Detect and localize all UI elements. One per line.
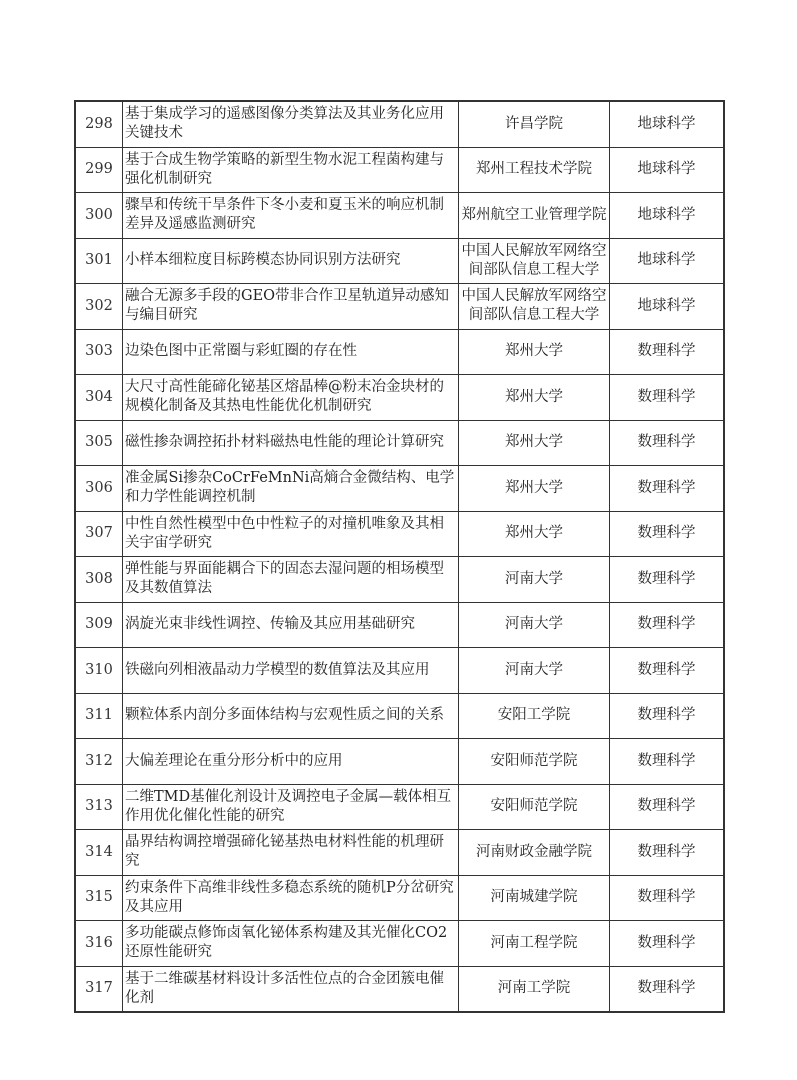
project-title: 骤旱和传统干旱条件下冬小麦和夏玉米的响应机制差异及遥感监测研究 (123, 193, 459, 239)
table-row (75, 101, 724, 147)
row-number: 307 (75, 511, 123, 557)
discipline: 数理科学 (610, 511, 725, 557)
table-row (75, 420, 724, 466)
row-number: 302 (75, 284, 123, 330)
table-row (75, 557, 724, 603)
discipline: 数理科学 (610, 329, 725, 375)
institution-cell (459, 693, 610, 739)
project-title: 涡旋光束非线性调控、传输及其应用基础研究 (123, 602, 459, 648)
table-row (75, 602, 724, 648)
discipline: 数理科学 (610, 602, 725, 648)
institution-cell (459, 602, 610, 648)
institution-cell (459, 557, 610, 603)
project-title: 大偏差理论在重分形分析中的应用 (123, 739, 459, 785)
project-title: 磁性掺杂调控拓扑材料磁热电性能的理论计算研究 (123, 420, 459, 466)
institution: 河南财政金融学院 (476, 843, 592, 860)
row-number: 301 (75, 238, 123, 284)
institution-cell (459, 648, 610, 694)
project-title: 融合无源多手段的GEO带非合作卫星轨道异动感知与编目研究 (123, 284, 459, 330)
table-row (75, 375, 724, 421)
table-row (75, 511, 724, 557)
row-number: 309 (75, 602, 123, 648)
discipline: 数理科学 (610, 739, 725, 785)
table-row (75, 966, 724, 1012)
row-number: 312 (75, 739, 123, 785)
institution-cell (459, 284, 610, 330)
discipline: 数理科学 (610, 693, 725, 739)
discipline: 数理科学 (610, 830, 725, 876)
table-row (75, 830, 724, 876)
institution-cell (459, 784, 610, 830)
table-row (75, 238, 724, 284)
discipline: 数理科学 (610, 375, 725, 421)
institution: 郑州大学 (505, 525, 563, 542)
project-title: 约束条件下高维非线性多稳态系统的随机P分岔研究及其应用 (123, 875, 459, 921)
project-title: 颗粒体系内剖分多面体结构与宏观性质之间的关系 (123, 693, 459, 739)
institution: 安阳师范学院 (490, 798, 578, 815)
project-title: 大尺寸高性能碲化铋基区熔晶棒@粉末冶金块材的规模化制备及其热电性能优化机制研究 (123, 375, 459, 421)
project-title: 晶界结构调控增强碲化铋基热电材料性能的机理研究 (123, 830, 459, 876)
table-body (75, 101, 724, 1012)
institution: 中国人民解放军网络空间部队信息工程大学 (461, 288, 607, 324)
discipline: 数理科学 (610, 557, 725, 603)
institution-cell (459, 101, 610, 147)
institution: 中国人民解放军网络空间部队信息工程大学 (461, 242, 607, 278)
row-number: 305 (75, 420, 123, 466)
institution-cell (459, 329, 610, 375)
row-number: 310 (75, 648, 123, 694)
institution-cell (459, 193, 610, 239)
project-title: 弹性能与界面能耦合下的固态去湿问题的相场模型及其数值算法 (123, 557, 459, 603)
institution: 安阳工学院 (497, 707, 571, 724)
table-row (75, 875, 724, 921)
institution: 河南大学 (505, 570, 563, 587)
project-title: 小样本细粒度目标跨模态协同识别方法研究 (123, 238, 459, 284)
discipline: 数理科学 (610, 966, 725, 1012)
project-title: 准金属Si掺杂CoCrFeMnNi高熵合金微结构、电学和力学性能调控机制 (123, 466, 459, 512)
institution: 郑州航空工业管理学院 (461, 206, 607, 223)
row-number: 313 (75, 784, 123, 830)
institution: 郑州大学 (505, 479, 563, 496)
discipline: 数理科学 (610, 420, 725, 466)
discipline: 数理科学 (610, 648, 725, 694)
institution-cell (459, 830, 610, 876)
institution-cell (459, 466, 610, 512)
institution-cell (459, 966, 610, 1012)
row-number: 315 (75, 875, 123, 921)
project-title: 基于二维碳基材料设计多活性位点的合金团簇电催化剂 (123, 966, 459, 1012)
institution-cell (459, 238, 610, 284)
row-number: 314 (75, 830, 123, 876)
table-row (75, 921, 724, 967)
row-number: 316 (75, 921, 123, 967)
table-row (75, 739, 724, 785)
row-number: 304 (75, 375, 123, 421)
row-number: 308 (75, 557, 123, 603)
project-title: 二维TMD基催化剂设计及调控电子金属—载体相互作用优化催化性能的研究 (123, 784, 459, 830)
row-number: 298 (75, 101, 123, 147)
discipline: 地球科学 (610, 101, 725, 147)
row-number: 317 (75, 966, 123, 1012)
institution-cell (459, 420, 610, 466)
table-row (75, 648, 724, 694)
institution-cell (459, 739, 610, 785)
institution: 安阳师范学院 (490, 752, 578, 769)
institution: 郑州大学 (505, 388, 563, 405)
institution-cell (459, 147, 610, 193)
discipline: 数理科学 (610, 875, 725, 921)
project-title: 边染色图中正常圈与彩虹圈的存在性 (123, 329, 459, 375)
table-row (75, 693, 724, 739)
table-row (75, 466, 724, 512)
institution-cell (459, 511, 610, 557)
institution-cell (459, 375, 610, 421)
institution: 郑州大学 (505, 434, 563, 451)
table-row (75, 784, 724, 830)
discipline: 数理科学 (610, 921, 725, 967)
institution: 河南大学 (505, 616, 563, 633)
row-number: 311 (75, 693, 123, 739)
row-number: 303 (75, 329, 123, 375)
discipline: 地球科学 (610, 147, 725, 193)
table-row (75, 193, 724, 239)
discipline: 数理科学 (610, 466, 725, 512)
discipline: 地球科学 (610, 238, 725, 284)
institution: 郑州大学 (505, 343, 563, 360)
project-title: 铁磁向列相液晶动力学模型的数值算法及其应用 (123, 648, 459, 694)
institution: 河南工学院 (497, 980, 571, 997)
table-row (75, 329, 724, 375)
row-number: 300 (75, 193, 123, 239)
project-list-table (74, 100, 725, 1013)
institution: 郑州工程技术学院 (476, 161, 592, 178)
table-row (75, 284, 724, 330)
institution: 河南城建学院 (490, 889, 578, 906)
project-title: 中性自然性模型中色中性粒子的对撞机唯象及其相关宇宙学研究 (123, 511, 459, 557)
discipline: 地球科学 (610, 284, 725, 330)
institution: 许昌学院 (505, 115, 563, 132)
institution: 河南大学 (505, 661, 563, 678)
institution-cell (459, 875, 610, 921)
discipline: 地球科学 (610, 193, 725, 239)
project-title: 多功能碳点修饰卤氧化铋体系构建及其光催化CO2还原性能研究 (123, 921, 459, 967)
project-title: 基于集成学习的遥感图像分类算法及其业务化应用关键技术 (123, 101, 459, 147)
table-row (75, 147, 724, 193)
institution: 河南工程学院 (490, 934, 578, 951)
discipline: 数理科学 (610, 784, 725, 830)
row-number: 299 (75, 147, 123, 193)
project-title: 基于合成生物学策略的新型生物水泥工程菌构建与强化机制研究 (123, 147, 459, 193)
row-number: 306 (75, 466, 123, 512)
institution-cell (459, 921, 610, 967)
